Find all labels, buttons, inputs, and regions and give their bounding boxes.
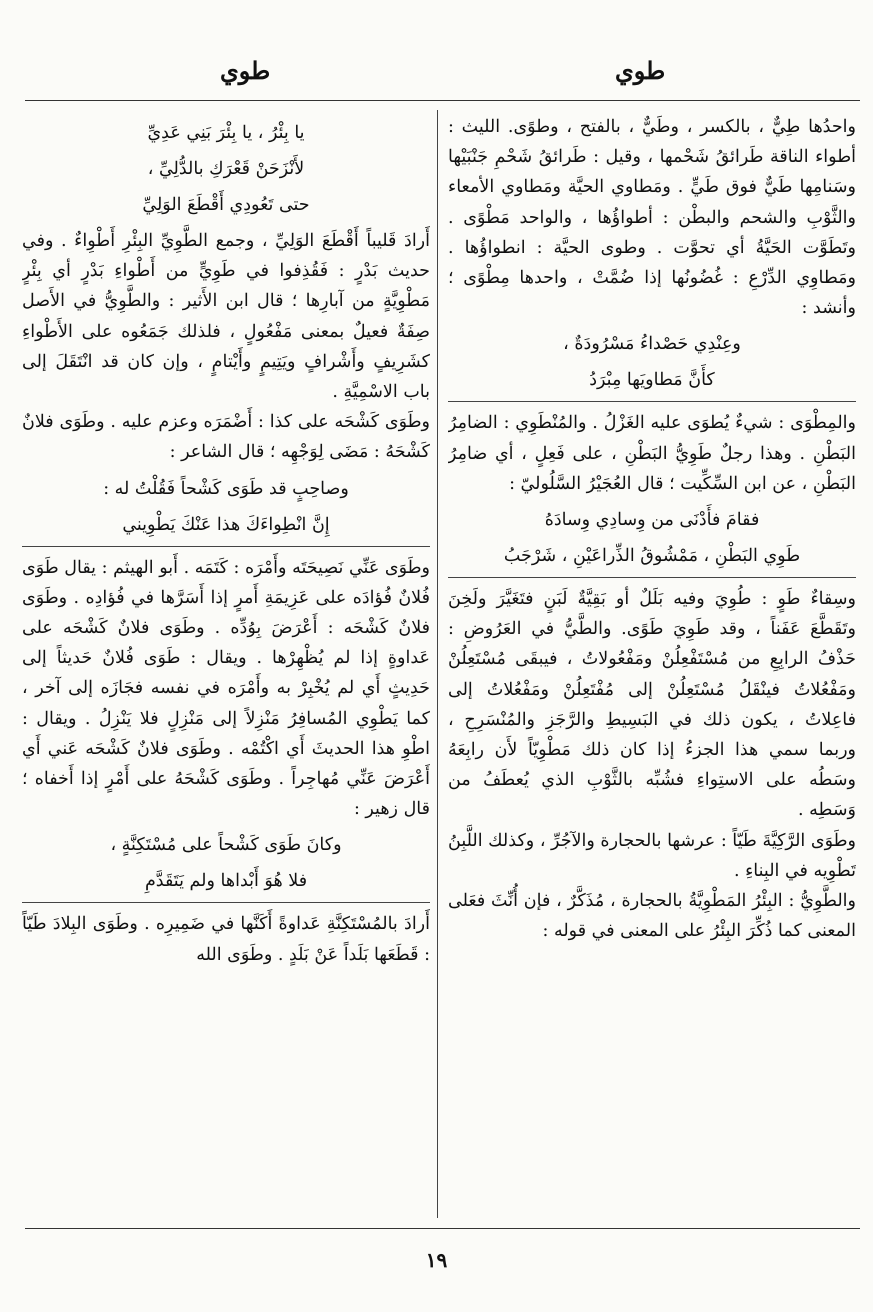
verse-line: وصاحِبٍ قد طَوَى كَشْحاً فَقُلْتُ له : bbox=[103, 478, 349, 499]
headword-left: طوي bbox=[220, 56, 271, 85]
column-divider bbox=[437, 110, 438, 1218]
verse-line: كأَنَّ مَطاويَها مِبْرَدُ bbox=[448, 365, 856, 402]
paragraph: واحدُها طِيٌّ ، بالكسر ، وطَيٌّ ، بالفتح ، وطوًى. الليث : أطواء الناقة طَرائقُ شَحْمها ، وقيل : طَرائقُ شَحْمِ جَنْبَيْها وسَنامِها طَيٌّ فوق طَيٍّ . ومَطاوي الحيَّة ومَطاوي الأمعاء والثَّوْبِ والشحم والبطْن : أطواؤُها ، والواحد مَطْوًى . وتَطَوَّت الحَيَّةُ أي تحوَّت . وطوى الحيَّة : انطواؤُها . ومَطاوِي الدِّرْعِ : غُضُونُها إذا ضُمَّتْ ، واحدها مِطْوًى ؛ وأنشد : bbox=[448, 117, 856, 319]
paragraph: وطَوَى كَشْحَه على كذا : أَضْمَرَه وعزم عليه . وطَوَى فلانٌ كَشْحَهُ : مَضَى لِوَجْهِه ؛ قال الشاعر : bbox=[22, 412, 430, 463]
header-rule bbox=[25, 100, 860, 101]
verse-line: وعِنْدِي حَصْداءُ مَسْرُودَةٌ ، bbox=[563, 334, 741, 355]
paragraph: أَرادَ قَليباً أَقْطَعَ الوَلِيِّ ، وجمع الطَّوِيِّ البِئْرِ أَطْوِاءٌ . وفي حديث بَدْرٍ : فَقُذِفوا في طَوِيٍّ من أَطْواءِ بَدْرٍ أي بِئْرٍ مَطْوِيَّةٍ من آبارِها ؛ قال ابن الأَثير : والطَّوِيُّ في الأَصل صِفَةٌ فعيلٌ بمعنى مَفْعُولٍ ، فلذلك جَمَعُوه على الأَطْواءِ كشَرِيفٍ وأَشْرافٍ ويَتِيمٍ وأَيْتامٍ ، وإن كان قد انْتَقَلَ إلى باب الاسْمِيَّةِ . bbox=[22, 231, 430, 403]
paragraph: وسِقاءٌ طَوٍ : طُوِيَ وفيه بَلَلٌ أو بَقِيَّةٌ لَبَنٍ فتَغَيَّرَ ولَخِنَ وتَقَطَّعَ عَفَناً ، وقد طَوِيَ طَوًى. والطَّيُّ في العَرُوضِ : حَذْفُ الرابِعِ من مُسْتَفْعِلُنْ ومَفْعُولاتُ ، فيبقَى مُسْتَعِلُنْ ومَفْعُلاتُ فينْقَلُ مُسْتَعِلُنْ إلى مُفْتَعِلُنْ ومَفْعُلاتُ إلى فاعِلاتُ ، يكون ذلك في البَسِيطِ والرَّجَزِ والمُنْسَرِحِ ، وربما سمي هذا الجزءُ إذا كان ذلك مَطْوِيّاً لأَن رابِعَهُ وسَطُه على الاستِواءِ فشُبِّه بالثَّوْبِ الذي يُعطَفُ من وَسَطِه . bbox=[448, 589, 856, 821]
paragraph: والمِطْوَى : شيءٌ يُطوَى عليه الغَزْلُ . والمُنْطَوِي : الضامِرُ البَطْنِ . وهذا رجلٌ طَوِيُّ البَطْنِ ، على فَعِلٍ ، أي ضامِرُ البَطْنِ ، عن ابن السِّكِّيت ؛ قال العُجَيْرُ السَّلُوليّ : bbox=[448, 413, 856, 494]
verse-line: وكانَ طَوَى كَشْحاً على مُسْتَكِنَّةٍ ، bbox=[110, 835, 342, 856]
paragraph: وطَوَى الرَّكِيَّةَ طَيّاً : عرشها بالحجارة والآجُرِّ ، وكذلك اللَّبِنُ تَطْوِيه في البِناءِ . bbox=[448, 830, 856, 881]
headword-right: طوي bbox=[615, 56, 666, 85]
left-column bbox=[22, 112, 430, 1222]
footer-rule bbox=[25, 1228, 860, 1229]
verse-line: إِنَّ انْطِواءَكَ هذا عَنْكَ يَطْوِيني bbox=[22, 510, 430, 547]
right-column bbox=[448, 112, 856, 1222]
verse-line: لأَنْزَحَنْ قَعْرَكِ بالدُّلِيِّ ، bbox=[147, 159, 305, 179]
page-number: ١٩ bbox=[425, 1248, 448, 1272]
verse-line: فقامَ فأَدْنَى من وِسادِي وِسادَهُ bbox=[544, 510, 760, 531]
paragraph: والطَّوِيُّ : البِئْرُ المَطْوِيَّةُ بالحجارة ، مُذَكَّرٌ ، فإن أُنِّثَ فعَلى المعنى كما ذُكِّرَ البِئْرُ على المعنى في قوله : bbox=[448, 891, 856, 942]
paragraph: وطَوَى عَنِّي نَصِيحَتَه وأَمْرَه : كَتَمَه . أَبو الهيثم : يقال طَوَى فُلانٌ فُؤادَه على عَزِيمَةِ أَمرٍ إذا أَسَرَّها في فُؤادِه . وطَوَى فلانٌ كَشْحَه : أَعْرَضَ بِوُدِّه . وطَوَى فلانٌ كَشْحَه على عَداوةٍ إذا لم يُظْهِرْها . ويقال : طَوَى فُلانٌ حَديثاً إلى حَدِيثٍ أَي لم يُخْبِرْ به وأَمْرَه في نفسه فجَازَه إلى آخر ، كما يَطْوِي المُسافِرُ مَنْزِلاً إلى مَنْزِلٍ فلا يَنْزِلُ . ويقال : اطْوِ هذا الحديثَ أَي اكْتُمْه . وطَوَى فلانٌ كَشْحَه عَني أَي أَعْرَضَ عَنِّي مُهاجِراً . وطَوَى كَشْحَهُ على أَمْرٍ إذا أَخفاه ؛ قال زهير : bbox=[22, 557, 430, 820]
verse-line: يا بِئْرُ ، يا بِئْرَ بَنِي عَدِيِّ bbox=[147, 123, 305, 143]
verse-line: حتى تَعُودِي أَقْطَعَ الوَلِيِّ bbox=[142, 195, 310, 215]
paragraph: أَرادَ بالمُسْتَكِنَّةِ عَداوةً أَكَنَّها في ضَمِيرِه . وطَوَى البِلادَ طَيّاً : قَطَعَها بَلَداً عَنْ بَلَدٍ . وطَوَى الله bbox=[22, 914, 430, 965]
verse-line: طَوِي البَطْنِ ، مَمْشُوقُ الذِّراعَيْنِ ، شَرْجَبُ bbox=[448, 541, 856, 578]
verse-line: فلا هُوَ أَبْداها ولم يَتَقَدَّمِ bbox=[22, 866, 430, 903]
